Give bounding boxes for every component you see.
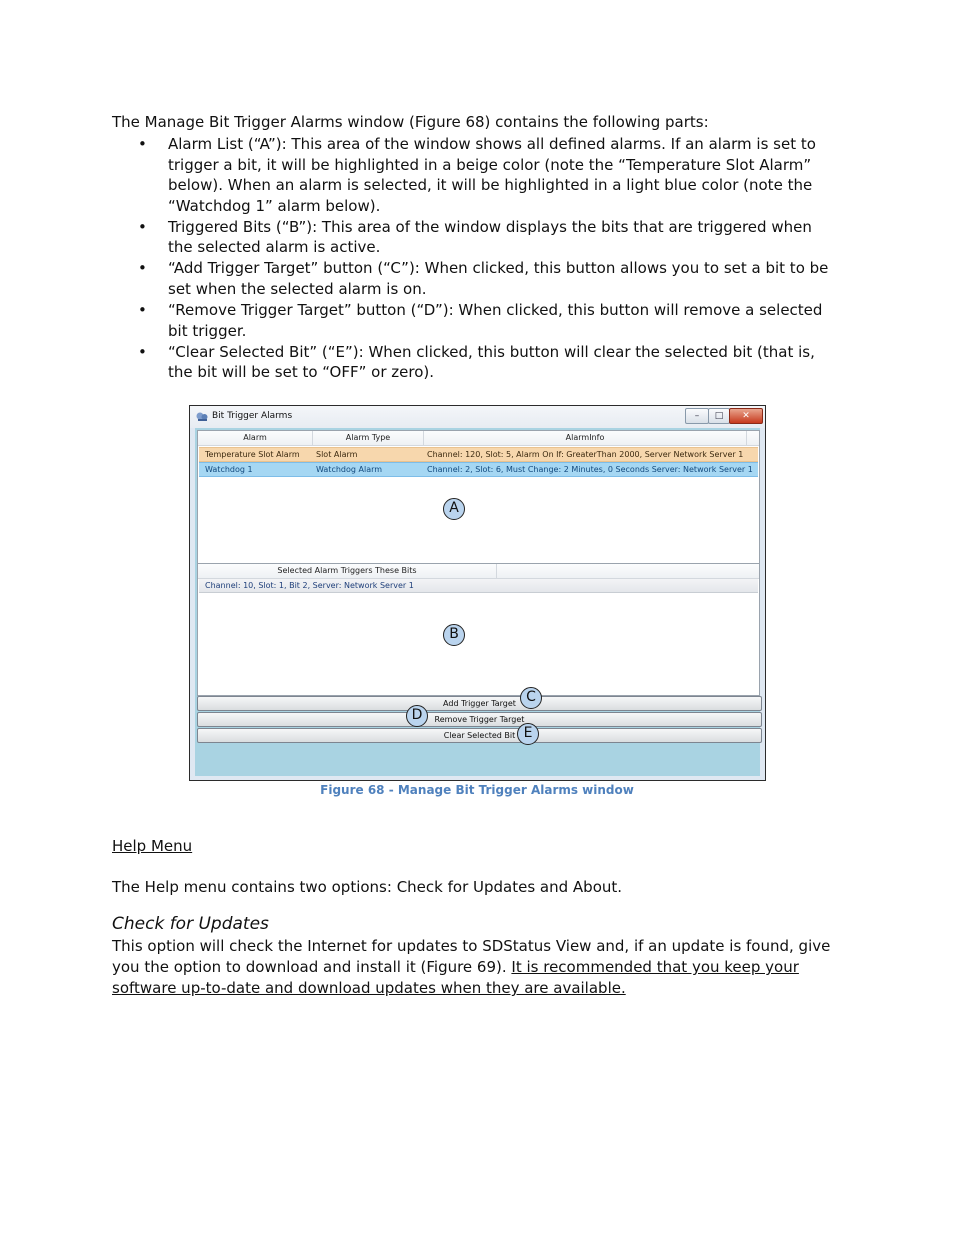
line: Alarm List (“A”): This area of the window shows all defined alarms. If an alarm is set to: [168, 135, 816, 153]
check-for-updates-body: [112, 936, 830, 999]
window-title: Bit Trigger Alarms: [212, 411, 293, 421]
maximize-icon: □: [714, 411, 724, 421]
help-menu-heading: Help Menu: [112, 837, 193, 855]
list-item: [112, 258, 842, 299]
text: .: [617, 878, 623, 896]
bullet-icon: •: [138, 300, 147, 319]
text: and: [535, 878, 573, 896]
option-about: About: [572, 878, 618, 896]
alarm-app-icon: [196, 411, 208, 422]
alarm-list[interactable]: [197, 430, 760, 564]
line: Triggered Bits (“B”): This area of the window displays the bits that are triggered when: [168, 217, 812, 236]
alarm-info: Channel: 120, Slot: 5, Alarm On If: GreaterThan 2000, Server Network Server 1: [427, 450, 744, 459]
alarm-type: Watchdog Alarm: [316, 465, 383, 474]
parts-list: [112, 134, 842, 383]
maximize-button[interactable]: [708, 408, 730, 424]
alarm-info: Channel: 2, Slot: 6, Must Change: 2 Minutes, 0 Seconds Server: Network Server 1: [427, 465, 753, 474]
minimize-button[interactable]: [685, 408, 709, 424]
line: you the option to download and install it (Figure 69).: [112, 958, 512, 976]
title-bar[interactable]: [190, 406, 765, 428]
alarm-list-header: [198, 431, 759, 446]
line: below). When an alarm is selected, it will be highlighted in a light blue color (note the: [168, 176, 813, 195]
line: This option will check the Internet for updates to SDStatus View and, if an update is found, give: [112, 937, 831, 955]
column-header-alarm[interactable]: Alarm: [198, 431, 313, 445]
line: the bit will be set to “OFF” or zero).: [168, 363, 434, 382]
line: trigger a bit, it will be highlighted in a beige color (note the “Temperature Slot Alarm”: [168, 155, 812, 174]
callout-d: D: [406, 705, 428, 727]
callout-e: E: [517, 723, 539, 745]
help-term: Help: [144, 878, 179, 896]
line: “Add Trigger Target” button (“C”): When clicked, this button allows you to set a bit to be: [168, 259, 829, 278]
bit-row[interactable]: [199, 579, 758, 593]
add-trigger-target-button[interactable]: Add Trigger Target: [197, 696, 762, 711]
triggered-bits-header: [198, 564, 759, 579]
bullet-icon: •: [138, 135, 147, 153]
triggered-bits-list[interactable]: [197, 563, 760, 696]
callout-b: B: [443, 624, 465, 646]
option-check-for-updates: Check for Updates: [396, 878, 536, 896]
alarm-name: Temperature Slot Alarm: [205, 450, 300, 459]
line: the selected alarm is active.: [168, 238, 381, 257]
clear-selected-bit-button[interactable]: Clear Selected Bit: [197, 728, 762, 743]
help-menu-description: [112, 877, 622, 898]
callout-c: C: [520, 687, 542, 709]
close-icon: ✕: [742, 411, 750, 421]
minimize-icon: –: [694, 411, 700, 421]
alarm-row-triggering[interactable]: [199, 447, 758, 462]
alarm-name: Watchdog 1: [205, 465, 253, 474]
recommendation-text: It is recommended that you keep your: [511, 958, 799, 976]
remove-trigger-target-button[interactable]: Remove Trigger Target: [197, 712, 762, 727]
alarm-row-selected[interactable]: [199, 462, 758, 477]
text: menu contains two options:: [178, 878, 397, 896]
callout-a: A: [443, 498, 465, 520]
text: The: [112, 878, 145, 896]
list-item: [112, 217, 842, 258]
recommendation-text: software up-to-date and download updates when they are available.: [112, 979, 626, 997]
bullet-icon: •: [138, 259, 147, 278]
bit-trigger-alarms-window: [189, 405, 766, 781]
line: bit trigger.: [168, 321, 247, 340]
list-item: [112, 300, 842, 341]
bullet-icon: •: [138, 217, 147, 236]
line: “Remove Trigger Target” button (“D”): When clicked, this button will remove a selected: [168, 300, 823, 319]
column-header-alarm-type[interactable]: Alarm Type: [313, 431, 424, 445]
window-content: [195, 428, 760, 776]
bullet-icon: •: [138, 342, 147, 361]
line: set when the selected alarm is on.: [168, 279, 427, 298]
close-button[interactable]: [729, 408, 763, 424]
figure-caption: Figure 68 - Manage Bit Trigger Alarms window: [320, 783, 634, 797]
column-header-alarm-info[interactable]: AlarmInfo: [424, 431, 747, 445]
intro-paragraph: The Manage Bit Trigger Alarms window (Figure 68) contains the following parts:: [112, 113, 709, 131]
alarm-type: Slot Alarm: [316, 450, 358, 459]
check-for-updates-heading: Check for Updates: [112, 914, 269, 934]
line: “Watchdog 1” alarm below).: [168, 196, 381, 215]
line: “Clear Selected Bit” (“E”): When clicked, this button will clear the selected bit (that is,: [168, 342, 815, 361]
list-item: [112, 134, 842, 216]
column-header-triggered-bits[interactable]: Selected Alarm Triggers These Bits: [198, 564, 497, 578]
bit-info: Channel: 10, Slot: 1, Bit 2, Server: Network Server 1: [205, 581, 414, 590]
list-item: [112, 342, 842, 383]
